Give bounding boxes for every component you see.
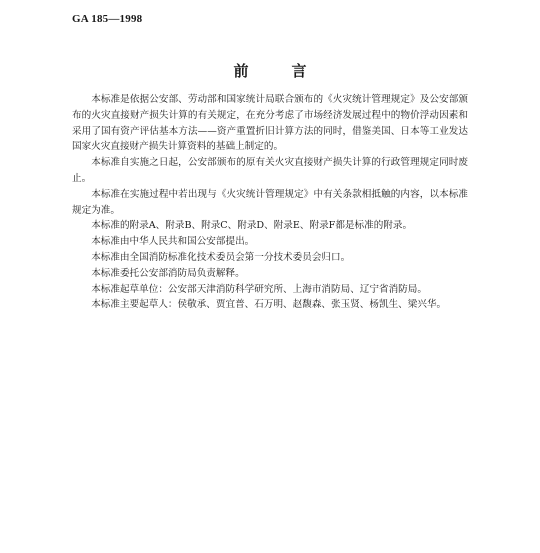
paragraph-interpretation: 本标准委托公安部消防局负责解释。 (91, 267, 245, 279)
paragraph-precedence: 本标准在实施过程中若出现与《火灾统计管理规定》中有关条款相抵触的内容，以本标准规定为准。 (72, 188, 468, 216)
paragraph-basis: 本标准是依据公安部、劳动部和国家统计局联合颁布的《火灾统计管理规定》及公安部颁布的火灾直接财产损失计算的有关规定，在充分考虑了市场经济发展过程中的物价浮动因素和采用了国有资产评估基本方法——资产重置折旧计算方法的同时，借鉴美国、日本等工业发达国家火灾直接财产损失计算资料的基础上制定的。 (72, 94, 468, 153)
paragraph-drafting-units: 本标准起草单位：公安部天津消防科学研究所、上海市消防局、辽宁省消防局。 (91, 283, 427, 295)
standard-code: GA 185—1998 (72, 13, 143, 25)
page-title: 前 言 (233, 62, 321, 80)
paragraph-proposer: 本标准由中华人民共和国公安部提出。 (91, 236, 255, 248)
paragraph-repeal: 本标准自实施之日起，公安部颁布的原有关火灾直接财产损失计算的行政管理规定同时废止。 (72, 157, 468, 184)
paragraph-committee: 本标准由全国消防标准化技术委员会第一分技术委员会归口。 (91, 251, 351, 263)
paragraph-drafters: 本标准主要起草人：侯敬承、贾宜普、石万明、赵馥森、张玉贤、杨凯生、梁兴华。 (91, 299, 447, 311)
body-text (72, 92, 468, 313)
paragraph-appendices: 本标准的附录A、附录B、附录C、附录D、附录E、附录F都是标准的附录。 (91, 220, 413, 232)
